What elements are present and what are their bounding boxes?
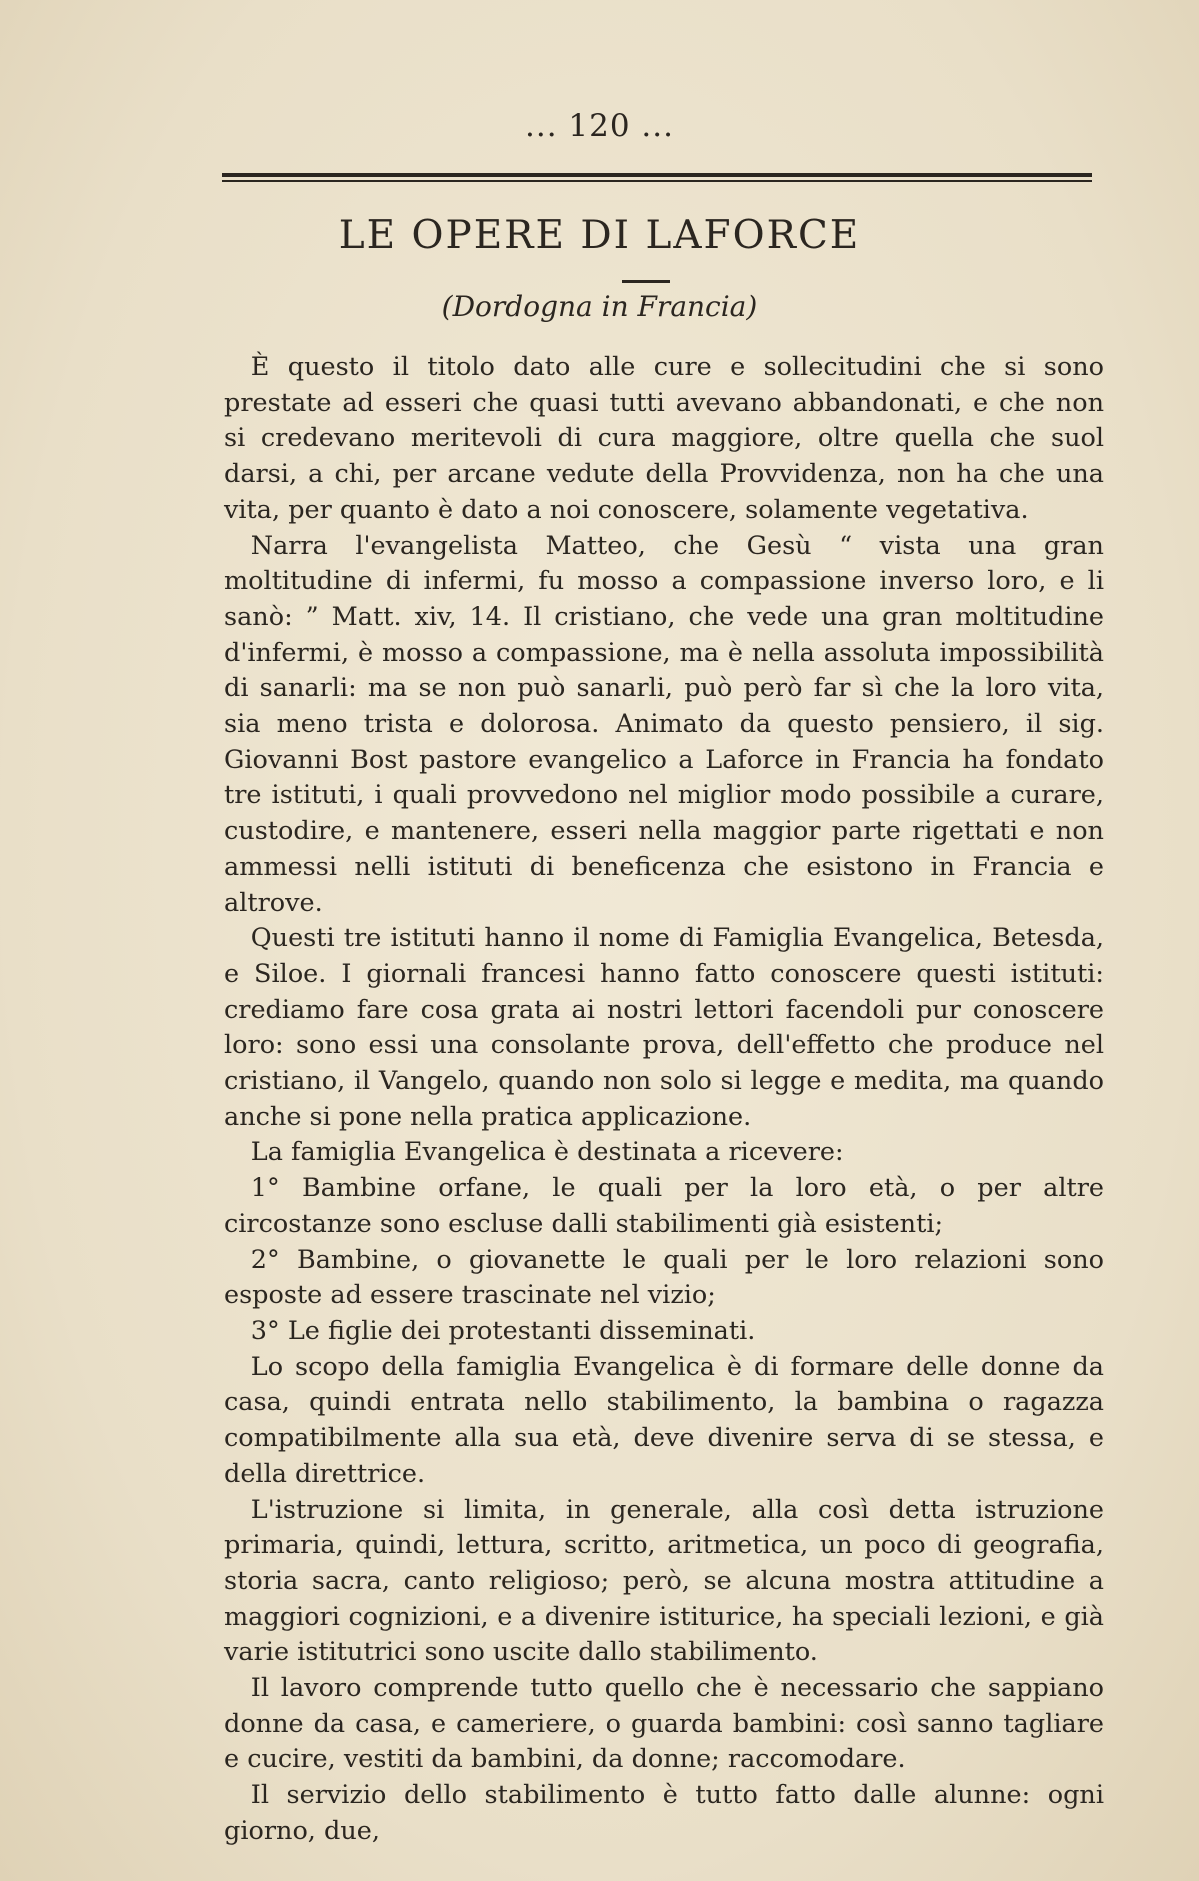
- paragraph: È questo il titolo dato alle cure e sollecitudini che si sono prestate ad esseri che quasi tutti avevano abbandonati, e che non si credevano meritevoli di cura maggiore, oltre quella che suol darsi, a chi, per arcane vedute della Provvidenza, non ha che una vita, per quanto è dato a noi conoscere, solamente vegetativa.: [224, 352, 1104, 525]
- paragraph: Questi tre istituti hanno il nome di Famiglia Evangelica, Betesda, e Siloe. I giornali francesi hanno fatto conoscere questi istituti: crediamo fare cosa grata ai nostri lettori facendoli pur conoscere loro: sono essi una consolante prova, dell'effetto che produce nel cristiano, il Vangelo, quando non solo si legge e medita, ma quando anche si pone nella pratica applicazione.: [224, 923, 1104, 1132]
- page-number: ... 120 ...: [524, 108, 674, 144]
- paragraph: L'istruzione si limita, in generale, alla così detta istruzione primaria, quindi, lettura, scritto, aritmetica, un poco di geografia, storia sacra, canto religioso; però, se alcuna mostra attitudine a maggiori cognizioni, e a divenire istiturice, ha speciali lezioni, e già varie istitutrici sono uscite dallo stabilimento.: [224, 1494, 1104, 1668]
- paragraph: Narra l'evangelista Matteo, che Gesù “ vista una gran moltitudine di infermi, fu mosso a compassione inverso loro, e li sanò: ” Matt. xiv, 14. Il cristiano, che vede una gran moltitudine d'infermi, è mosso a compassione, ma è nella assoluta impossibilità di sanarli: ma se non può sanarli, può però far sì che la loro vita, sia meno trista e dolorosa. Animato da questo pensiero, il sig. Giovanni Bost pastore evangelico a Laforce in Francia ha fondato tre istituti, i quali provvedono nel miglior modo possibile a curare, custodire, e mantenere, esseri nella maggior parte rigettati e non ammessi nelli istituti di beneficenza che esistono in Francia e altrove.: [224, 530, 1104, 918]
- paragraph: Lo scopo della famiglia Evangelica è di formare delle donne da casa, quindi entrata nello stabilimento, la bambina o ragazza compatibilmente alla sua età, deve divenire serva di se stessa, e della direttrice.: [224, 1351, 1104, 1489]
- paragraph: La famiglia Evangelica è destinata a ricevere:: [250, 1137, 844, 1168]
- article-body: [224, 350, 1104, 1850]
- header-rule-thin: [222, 180, 1092, 182]
- header-rule: [222, 173, 1092, 183]
- list-item: 1° Bambine orfane, le quali per la loro età, o per altre circostanze sono escluse dalli stabilimenti già esistenti;: [224, 1173, 1104, 1239]
- list-item: 3° Le figlie dei protestanti disseminati.: [250, 1315, 756, 1346]
- list-item: 2° Bambine, o giovanette le quali per le loro relazioni sono esposte ad essere trascinate nel vizio;: [224, 1244, 1104, 1311]
- title-separator: [622, 280, 670, 283]
- paragraph: Il lavoro comprende tutto quello che è necessario che sappiano donne da casa, e cameriere, o guarda bambini: così sanno tagliare e cucire, vestiti da bambini, da donne; raccomodare.: [224, 1673, 1104, 1775]
- article-subtitle: (Dordogna in Francia): [441, 290, 758, 323]
- paragraph: Il servizio dello stabilimento è tutto fatto dalle alunne: ogni giorno, due,: [224, 1780, 1104, 1846]
- header-rule-thick: [222, 173, 1092, 177]
- article-title: LE OPERE DI LAFORCE: [338, 213, 861, 258]
